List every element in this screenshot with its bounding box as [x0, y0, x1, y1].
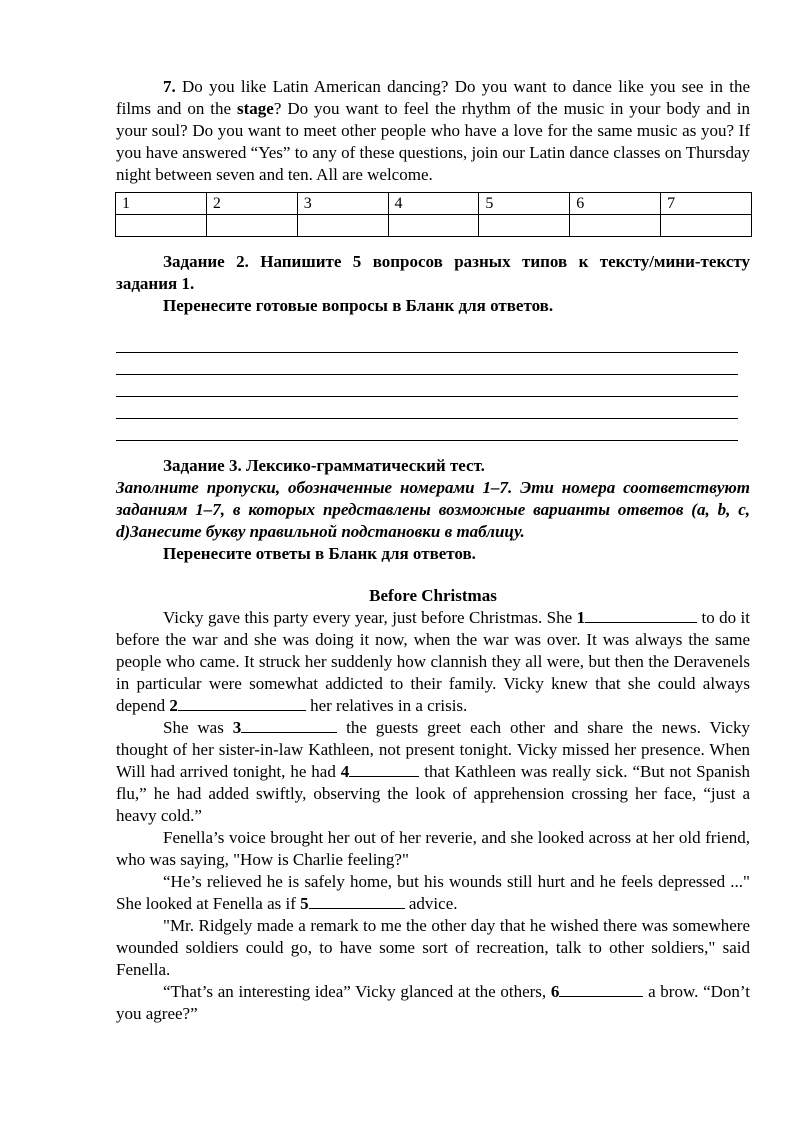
story-p1-b: to do it before the war and she was doing it now, when the war was over. It was always the same people who came. It struck her suddenly how clannish they all were, but then the Deravenels in particular were somewhat addicted to their family. Vicky knew that she could always depend [116, 608, 750, 715]
story-p2-b: the guests greet each other and share the news. Vicky thought of her sister-in-law Kathleen, not present tonight. Vicky missed her presence. When Will had arrived tonight, he had [116, 718, 750, 781]
story-p4-b: advice. [404, 894, 458, 913]
answer-cell-4-label: 4 [388, 193, 479, 215]
task2-heading: Задание 2. Напишите 5 вопросов разных типов к тексту/мини-тексту задания 1. [116, 252, 750, 293]
gap-6-blank[interactable] [559, 996, 643, 997]
task1-item-7 [116, 76, 750, 186]
answer-line-1[interactable] [116, 331, 738, 353]
item-number: 7. [163, 77, 176, 96]
gap-5-blank[interactable] [309, 908, 405, 909]
gap-2-number: 2 [169, 696, 178, 715]
answer-table-input-row [116, 215, 752, 237]
task3-instructions: Заполните пропуски, обозначенные номерами 1–7. Эти номера соответствуют заданиям 1–7, в которых представлены возможные варианты ответов (a, b, c, d)Занесите букву правильной подстановки в таблицу. [116, 478, 750, 541]
story-p1-a: Vicky gave this party every year, just before Christmas. She [163, 608, 573, 627]
answer-lines [116, 331, 750, 441]
answer-cell-2-label: 2 [206, 193, 297, 215]
gap-5-number: 5 [300, 894, 309, 913]
gap-3-blank[interactable] [241, 732, 337, 733]
gap-1-number: 1 [576, 608, 586, 627]
item-text-b: ? Do you want to feel the rhythm of the music in your body and in your soul? Do you want to meet other people who have a love for the same music as you? If you have answered “Yes” to any of these questions, join our Latin dance classes on Thursday night between seven and ten. All are welcome. [116, 99, 751, 184]
story-paragraph-4 [116, 871, 750, 915]
task3-transfer-note: Перенесите ответы в Бланк для ответов. [163, 544, 476, 563]
answer-table-header-row [116, 193, 752, 215]
task2-transfer-note: Перенесите готовые вопросы в Бланк для ответов. [163, 296, 554, 315]
story-p1-c: her relatives in a crisis. [305, 696, 468, 715]
answer-cell-1-label: 1 [116, 193, 207, 215]
story-p4-a: “He’s relieved he is safely home, but his wounds still hurt and he feels depressed ..." She looked at Fenella as if [116, 872, 750, 913]
story-paragraph-5: "Mr. Ridgely made a remark to me the other day that he wished there was somewhere wounded soldiers could go, to have some sort of recreation, talk to other soldiers," said Fenella. [116, 916, 750, 979]
story-p2-c: that Kathleen was really sick. “But not Spanish flu,” he had added swiftly, observing the look of apprehension crossing her face, “just a heavy cold.” [116, 762, 750, 825]
answer-cell-6-label: 6 [570, 193, 661, 215]
answer-cell-4[interactable] [388, 215, 479, 237]
task3-heading: Задание 3. Лексико-грамматический тест. [163, 456, 485, 475]
answer-cell-5[interactable] [479, 215, 570, 237]
answer-cell-7[interactable] [661, 215, 752, 237]
gap-4-number: 4 [340, 762, 350, 781]
answer-cell-6[interactable] [570, 215, 661, 237]
gap-4-blank[interactable] [349, 776, 419, 777]
answer-line-4[interactable] [116, 397, 738, 419]
story-paragraph-6 [116, 981, 750, 1025]
gap-2-blank[interactable] [178, 710, 306, 711]
gap-1-blank[interactable] [585, 622, 697, 623]
item-bold-word: stage [237, 99, 274, 118]
answer-line-5[interactable] [116, 419, 738, 441]
item-text-a: Do you like Latin American dancing? Do you want to dance like you see in the films and on the [116, 77, 751, 118]
story-paragraph-1 [116, 607, 750, 717]
answer-cell-3[interactable] [297, 215, 388, 237]
worksheet-page [116, 76, 750, 1025]
story-paragraph-3: Fenella’s voice brought her out of her reverie, and she looked across at her old friend, who was saying, "How is Charlie feeling?" [116, 828, 750, 869]
answer-cell-1[interactable] [116, 215, 207, 237]
answer-cell-7-label: 7 [661, 193, 752, 215]
story-paragraph-2 [116, 717, 750, 827]
answer-line-2[interactable] [116, 353, 738, 375]
answer-cell-2[interactable] [206, 215, 297, 237]
story-title: Before Christmas [369, 586, 497, 605]
answer-cell-3-label: 3 [297, 193, 388, 215]
story-p6-b: a brow. “Don’t you agree?” [116, 982, 750, 1023]
gap-6-number: 6 [550, 982, 560, 1001]
answer-cell-5-label: 5 [479, 193, 570, 215]
answer-line-3[interactable] [116, 375, 738, 397]
story-p2-a: She was [163, 718, 233, 737]
gap-3-number: 3 [232, 718, 242, 737]
story-p6-a: “That’s an interesting idea” Vicky glanced at the others, [163, 982, 551, 1001]
answer-table [115, 192, 752, 237]
